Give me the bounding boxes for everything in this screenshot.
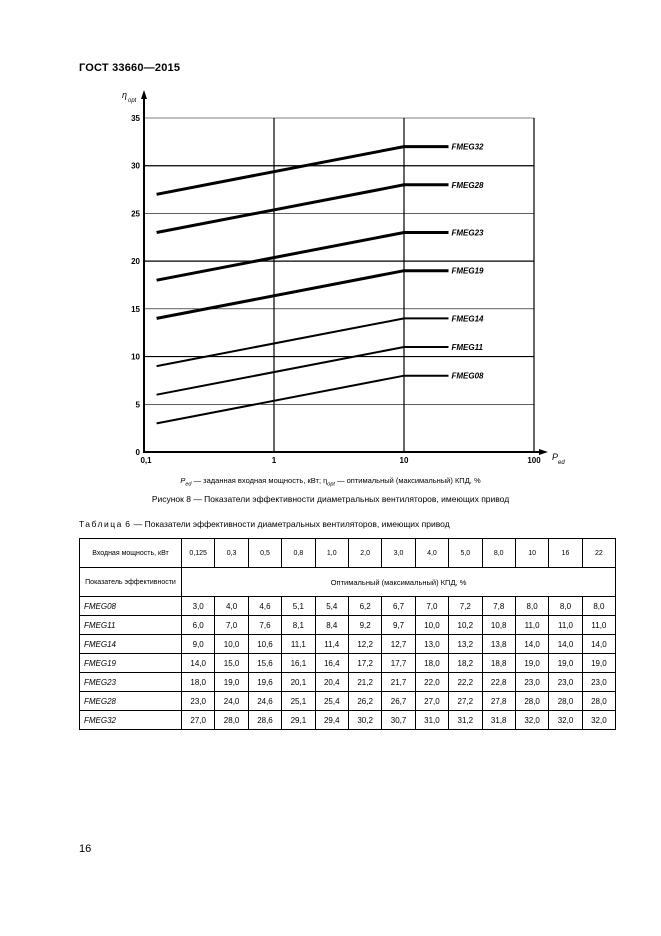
table-cell: 32,0	[549, 711, 582, 730]
y-axis-label: η	[122, 90, 127, 100]
table-cell: 29,4	[315, 711, 348, 730]
x-axis-label: P	[552, 452, 559, 462]
table-cell: 31,2	[449, 711, 482, 730]
efficiency-header-cell: Оптимальный (максимальный) КПД, %	[182, 568, 616, 597]
table-cell: 23,0	[582, 673, 615, 692]
x-tick-label: 100	[527, 456, 541, 465]
y-tick-label: 15	[131, 304, 140, 314]
power-value-cell: 3,0	[382, 539, 415, 568]
y-tick-label: 25	[131, 209, 140, 219]
chart-ticks	[131, 114, 541, 465]
table-cell: 25,1	[282, 692, 315, 711]
table-cell: 24,0	[215, 692, 248, 711]
y-tick-label: 30	[131, 161, 140, 171]
table-caption-number: 6	[125, 519, 132, 529]
table-cell: 7,0	[215, 616, 248, 635]
table-header-efficiency-row	[80, 568, 616, 597]
table-cell: 9,0	[182, 635, 215, 654]
table-cell: 6,7	[382, 597, 415, 616]
table-row	[80, 635, 616, 654]
y-axis-label-sub: opt	[128, 98, 137, 104]
table-cell: 28,0	[582, 692, 615, 711]
table-cell: 19,0	[515, 654, 548, 673]
y-tick-label: 35	[131, 114, 140, 123]
row-label-cell: FMEG32	[80, 711, 182, 730]
table-cell: 27,8	[482, 692, 515, 711]
table-cell: 26,7	[382, 692, 415, 711]
series-label: FMEG19	[451, 266, 484, 276]
table-cell: 14,0	[549, 635, 582, 654]
power-header-cell: Входная мощность, кВт	[80, 539, 182, 568]
series-label: FMEG08	[451, 371, 484, 381]
table-cell: 11,0	[515, 616, 548, 635]
table-cell: 13,8	[482, 635, 515, 654]
table-cell: 19,0	[582, 654, 615, 673]
row-label-cell: FMEG28	[80, 692, 182, 711]
table-cell: 8,0	[582, 597, 615, 616]
table-cell: 4,0	[215, 597, 248, 616]
x-tick-label: 1	[271, 456, 277, 465]
page-number: 16	[79, 843, 92, 855]
table-cell: 32,0	[582, 711, 615, 730]
table-cell: 18,0	[182, 673, 215, 692]
table-cell: 12,2	[348, 635, 381, 654]
series-label: FMEG11	[451, 343, 483, 353]
series-label: FMEG32	[451, 142, 484, 152]
table-cell: 28,0	[549, 692, 582, 711]
table-cell: 11,0	[549, 616, 582, 635]
legend-p-text: — заданная входная мощность, кВт;	[191, 476, 324, 485]
table-cell: 7,0	[415, 597, 448, 616]
table-cell: 14,0	[182, 654, 215, 673]
table-caption-text: — Показатели эффективности диаметральных вентиляторов, имеющих привод	[131, 519, 450, 529]
table-cell: 21,2	[348, 673, 381, 692]
table-cell: 9,7	[382, 616, 415, 635]
table-cell: 10,0	[415, 616, 448, 635]
table-cell: 17,2	[348, 654, 381, 673]
table-cell: 11,0	[582, 616, 615, 635]
series-line	[157, 318, 449, 366]
table-row	[80, 654, 616, 673]
row-label-cell: FMEG19	[80, 654, 182, 673]
table-cell: 15,6	[248, 654, 281, 673]
table-header-power-row	[80, 539, 616, 568]
table-caption	[79, 519, 450, 529]
table-cell: 5,4	[315, 597, 348, 616]
table-cell: 13,0	[415, 635, 448, 654]
series-line	[157, 271, 449, 319]
table-cell: 19,6	[248, 673, 281, 692]
table-cell: 18,2	[449, 654, 482, 673]
power-value-cell: 22	[582, 539, 615, 568]
table-cell: 27,0	[182, 711, 215, 730]
power-value-cell: 5,0	[449, 539, 482, 568]
table-cell: 16,4	[315, 654, 348, 673]
table-cell: 10,0	[215, 635, 248, 654]
table-cell: 8,0	[549, 597, 582, 616]
table-cell: 22,2	[449, 673, 482, 692]
table-cell: 30,7	[382, 711, 415, 730]
efficiency-table	[79, 538, 616, 730]
table-cell: 6,0	[182, 616, 215, 635]
table-cell: 25,4	[315, 692, 348, 711]
table-row	[80, 597, 616, 616]
table-cell: 23,0	[182, 692, 215, 711]
series-line	[157, 376, 449, 424]
legend-p-sub: ed	[185, 481, 192, 488]
table-cell: 18,8	[482, 654, 515, 673]
table-cell: 10,2	[449, 616, 482, 635]
y-tick-label: 20	[131, 257, 140, 267]
table-cell: 22,0	[415, 673, 448, 692]
table-cell: 7,2	[449, 597, 482, 616]
table-cell: 16,1	[282, 654, 315, 673]
row-label-cell: FMEG11	[80, 616, 182, 635]
table-row	[80, 711, 616, 730]
table-cell: 10,6	[248, 635, 281, 654]
chart-labels	[122, 90, 565, 466]
power-value-cell: 0,3	[215, 539, 248, 568]
table-cell: 8,1	[282, 616, 315, 635]
table-cell: 27,2	[449, 692, 482, 711]
table-cell: 32,0	[515, 711, 548, 730]
power-value-cell: 1,0	[315, 539, 348, 568]
series-line	[157, 347, 449, 395]
table-cell: 7,8	[482, 597, 515, 616]
table-cell: 28,6	[248, 711, 281, 730]
y-tick-label: 0	[135, 448, 140, 457]
table-cell: 27,0	[415, 692, 448, 711]
legend-p-symbol: P	[180, 476, 186, 485]
chart-series	[157, 147, 449, 424]
table-cell: 7,6	[248, 616, 281, 635]
table-cell: 15,0	[215, 654, 248, 673]
table-cell: 22,8	[482, 673, 515, 692]
table-cell: 20,4	[315, 673, 348, 692]
series-label: FMEG23	[451, 228, 484, 238]
x-tick-label: 10	[399, 456, 409, 465]
power-value-cell: 10	[515, 539, 548, 568]
table-cell: 9,2	[348, 616, 381, 635]
table-cell: 14,0	[515, 635, 548, 654]
table-cell: 12,7	[382, 635, 415, 654]
series-label: FMEG14	[451, 314, 484, 324]
row-label-cell: FMEG08	[80, 597, 182, 616]
row-label-cell: FMEG23	[80, 673, 182, 692]
power-value-cell: 4,0	[415, 539, 448, 568]
y-axis-arrow	[141, 90, 147, 99]
x-axis-label-sub: ed	[558, 460, 565, 466]
chart-grid	[144, 118, 534, 452]
table-cell: 31,0	[415, 711, 448, 730]
table-cell: 24,6	[248, 692, 281, 711]
power-value-cell: 0,5	[248, 539, 281, 568]
table-cell: 5,1	[282, 597, 315, 616]
table-cell: 8,0	[515, 597, 548, 616]
table-cell: 21,7	[382, 673, 415, 692]
table-cell: 10,8	[482, 616, 515, 635]
table-cell: 18,0	[415, 654, 448, 673]
table-row	[80, 692, 616, 711]
x-tick-label: 0,1	[140, 456, 152, 465]
page-header-standard: ГОСТ 33660—2015	[79, 62, 181, 74]
table-cell: 23,0	[549, 673, 582, 692]
table-cell: 26,2	[348, 692, 381, 711]
legend-eta-text: — оптимальный (максимальный) КПД, %	[334, 476, 481, 485]
table-cell: 30,2	[348, 711, 381, 730]
table-caption-label: Таблица	[79, 519, 123, 529]
table-cell: 6,2	[348, 597, 381, 616]
table-cell: 28,0	[515, 692, 548, 711]
table-cell: 4,6	[248, 597, 281, 616]
table-row	[80, 616, 616, 635]
series-line	[157, 185, 449, 233]
table-cell: 19,0	[549, 654, 582, 673]
power-value-cell: 16	[549, 539, 582, 568]
table-row	[80, 673, 616, 692]
table-cell: 20,1	[282, 673, 315, 692]
power-value-cell: 0,125	[182, 539, 215, 568]
power-value-cell: 8,0	[482, 539, 515, 568]
series-line	[157, 147, 449, 195]
x-axis-arrow	[539, 449, 548, 455]
table-cell: 23,0	[515, 673, 548, 692]
table-cell: 13,2	[449, 635, 482, 654]
legend-eta-symbol: η	[323, 476, 328, 485]
row-label-cell: FMEG14	[80, 635, 182, 654]
table-cell: 11,4	[315, 635, 348, 654]
table-cell: 3,0	[182, 597, 215, 616]
table-cell: 19,0	[215, 673, 248, 692]
table-cell: 29,1	[282, 711, 315, 730]
power-value-cell: 2,0	[348, 539, 381, 568]
table-cell: 14,0	[582, 635, 615, 654]
power-value-cell: 0,8	[282, 539, 315, 568]
table-cell: 31,8	[482, 711, 515, 730]
y-tick-label: 5	[135, 400, 140, 410]
table-cell: 8,4	[315, 616, 348, 635]
series-line	[157, 233, 449, 281]
series-label: FMEG28	[451, 180, 484, 190]
indicator-header-cell: Показатель эффективности	[80, 568, 182, 597]
table-cell: 11,1	[282, 635, 315, 654]
y-tick-label: 10	[131, 352, 140, 362]
table-cell: 17,7	[382, 654, 415, 673]
figure-caption: Рисунок 8 — Показатели эффективности диаметральных вентиляторов, имеющих привод	[151, 494, 510, 504]
legend-eta-sub: opt	[327, 481, 335, 488]
table-cell: 28,0	[215, 711, 248, 730]
chart-legend-text	[0, 476, 661, 488]
